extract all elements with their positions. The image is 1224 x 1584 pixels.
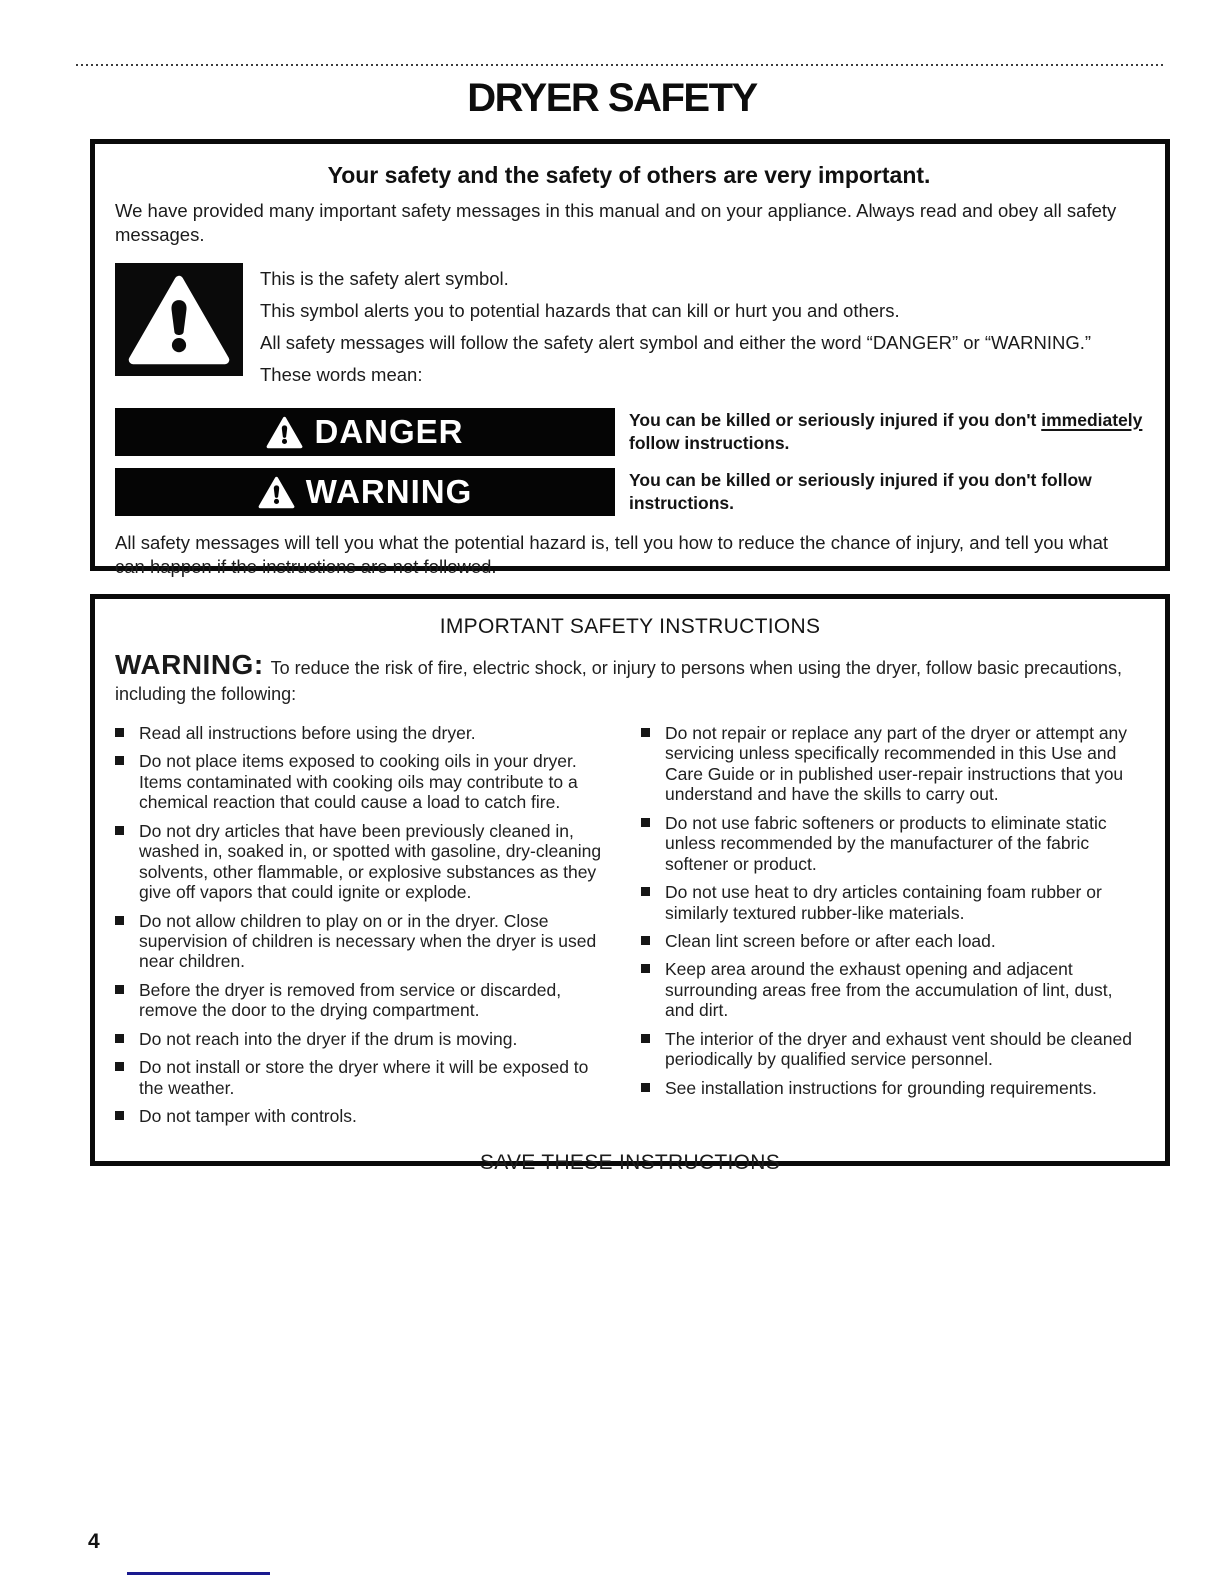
list-item bbox=[641, 1078, 1145, 1098]
danger-row bbox=[115, 408, 1143, 456]
list-item bbox=[641, 931, 1145, 951]
list-item bbox=[641, 813, 1145, 874]
list-item-text: The interior of the dryer and exhaust vent should be cleaned periodically by qualified service personnel. bbox=[665, 1028, 1132, 1070]
list-item bbox=[115, 911, 617, 972]
bullet-square-icon bbox=[115, 728, 124, 737]
save-instructions-heading: SAVE THESE INSTRUCTIONS bbox=[479, 1150, 781, 1174]
list-item-text: Do not install or store the dryer where it will be exposed to the weather. bbox=[139, 1057, 589, 1098]
bullet-square-icon bbox=[641, 887, 650, 896]
footer-blue-line bbox=[127, 1572, 270, 1575]
list-item bbox=[115, 751, 617, 812]
list-item-text: Do not dry articles that have been previously cleaned in, washed in, soaked in, or spotted with gasoline, dry-cleaning solvents, other flammable, or explosive substances as they give off vapors that could ignite or explode. bbox=[139, 820, 602, 903]
safety-alert-text bbox=[260, 263, 1091, 396]
list-item-text: Clean lint screen before or after each load. bbox=[665, 931, 996, 951]
bullet-square-icon bbox=[115, 985, 124, 994]
list-item bbox=[115, 821, 617, 903]
list-item bbox=[641, 723, 1145, 805]
page-number: 4 bbox=[88, 1530, 100, 1553]
list-item-text: Do not reach into the dryer if the drum is moving. bbox=[139, 1028, 518, 1049]
alert-line: This is the safety alert symbol. bbox=[260, 268, 509, 290]
list-item bbox=[115, 1057, 617, 1098]
list-item-text: Before the dryer is removed from service or discarded, remove the door to the drying compartment. bbox=[139, 979, 562, 1021]
list-item-text: Do not use heat to dry articles containing foam rubber or similarly textured rubber-like materials. bbox=[665, 882, 1102, 923]
safety-importance-box bbox=[90, 139, 1170, 578]
list-item bbox=[641, 1029, 1145, 1070]
bullet-square-icon bbox=[115, 826, 124, 835]
list-item-text: Do not place items exposed to cooking oils in your dryer. Items contaminated with cooking oils may contribute to a chemical reaction that could cause a load to catch fire. bbox=[139, 751, 578, 813]
bullet-square-icon bbox=[641, 964, 650, 973]
list-item-text: Do not allow children to play on or in the dryer. Close supervision of children is necessary when the dryer is used near children. bbox=[139, 910, 597, 972]
top-divider bbox=[76, 64, 1166, 66]
danger-desc-underlined: immediately bbox=[1041, 409, 1143, 430]
bullet-square-icon bbox=[115, 1034, 124, 1043]
safety-alert-icon bbox=[115, 263, 243, 376]
danger-banner bbox=[115, 408, 615, 456]
instructions-warning-line bbox=[115, 647, 1145, 707]
list-item bbox=[641, 882, 1145, 923]
list-item-text: Do not repair or replace any part of the dryer or attempt any servicing unless specifically recommended in this Use and Care Guide or in published user-repair instructions that you understand and have the skills to carry out. bbox=[665, 722, 1128, 805]
safety-box-outro: All safety messages will tell you what the potential hazard is, tell you how to reduce the chance of injury, and tell you what can happen if the instructions are not followed. bbox=[115, 532, 1109, 578]
alert-triangle-icon bbox=[258, 476, 295, 509]
instructions-right-column bbox=[641, 723, 1145, 1135]
bullet-square-icon bbox=[115, 756, 124, 765]
danger-desc-pre: You can be killed or seriously injured if you don't bbox=[629, 409, 1042, 430]
bullet-square-icon bbox=[641, 936, 650, 945]
list-item bbox=[115, 1029, 617, 1049]
safety-box-heading: Your safety and the safety of others are very important. bbox=[327, 162, 931, 188]
instructions-columns bbox=[115, 719, 1145, 1135]
list-item-text: Keep area around the exhaust opening and adjacent surrounding areas free from the accumulation of lint, dust, and dirt. bbox=[665, 959, 1113, 1021]
warning-banner bbox=[115, 468, 615, 516]
warning-description: You can be killed or seriously injured if you don't follow instructions. bbox=[629, 469, 1092, 514]
list-item-text: Read all instructions before using the dryer. bbox=[139, 722, 476, 743]
warning-label: WARNING: bbox=[115, 649, 264, 680]
list-item bbox=[641, 959, 1145, 1020]
bullet-square-icon bbox=[115, 1111, 124, 1120]
bullet-square-icon bbox=[115, 1062, 124, 1071]
list-item-text: Do not tamper with controls. bbox=[139, 1106, 357, 1127]
bullet-square-icon bbox=[115, 916, 124, 925]
list-item bbox=[115, 1106, 617, 1126]
bullet-square-icon bbox=[641, 818, 650, 827]
safety-alert-symbol-row bbox=[115, 263, 1143, 396]
important-instructions-box bbox=[90, 594, 1170, 1174]
alert-triangle-icon bbox=[266, 416, 303, 449]
alert-line: This symbol alerts you to potential hazards that can kill or hurt you and others. bbox=[260, 300, 900, 322]
bullet-square-icon bbox=[641, 1034, 650, 1043]
danger-banner-label: DANGER bbox=[314, 412, 464, 450]
instructions-left-column bbox=[115, 723, 617, 1135]
list-item bbox=[115, 980, 617, 1021]
page-title: DRYER SAFETY bbox=[467, 76, 757, 120]
warning-banner-label: WARNING bbox=[305, 472, 473, 510]
bullet-square-icon bbox=[641, 728, 650, 737]
alert-line: All safety messages will follow the safety alert symbol and either the word “DANGER” or “WARNING.” bbox=[260, 332, 1092, 354]
alert-line: These words mean: bbox=[260, 364, 423, 386]
list-item-text: Do not use fabric softeners or products to eliminate static unless recommended by the manufacturer of the fabric softener or product. bbox=[665, 812, 1107, 874]
warning-row bbox=[115, 468, 1143, 516]
warning-text: To reduce the risk of fire, electric shock, or injury to persons when using the dryer, follow basic precautions, including the following: bbox=[115, 658, 1123, 705]
instructions-heading: IMPORTANT SAFETY INSTRUCTIONS bbox=[439, 615, 821, 638]
danger-description bbox=[629, 409, 1143, 456]
danger-desc-post: follow instructions. bbox=[629, 433, 790, 454]
safety-box-intro: We have provided many important safety messages in this manual and on your appliance. Always read and obey all safety messages. bbox=[115, 200, 1117, 246]
list-item-text: See installation instructions for grounding requirements. bbox=[665, 1077, 1097, 1098]
list-item bbox=[115, 723, 617, 743]
bullet-square-icon bbox=[641, 1083, 650, 1092]
